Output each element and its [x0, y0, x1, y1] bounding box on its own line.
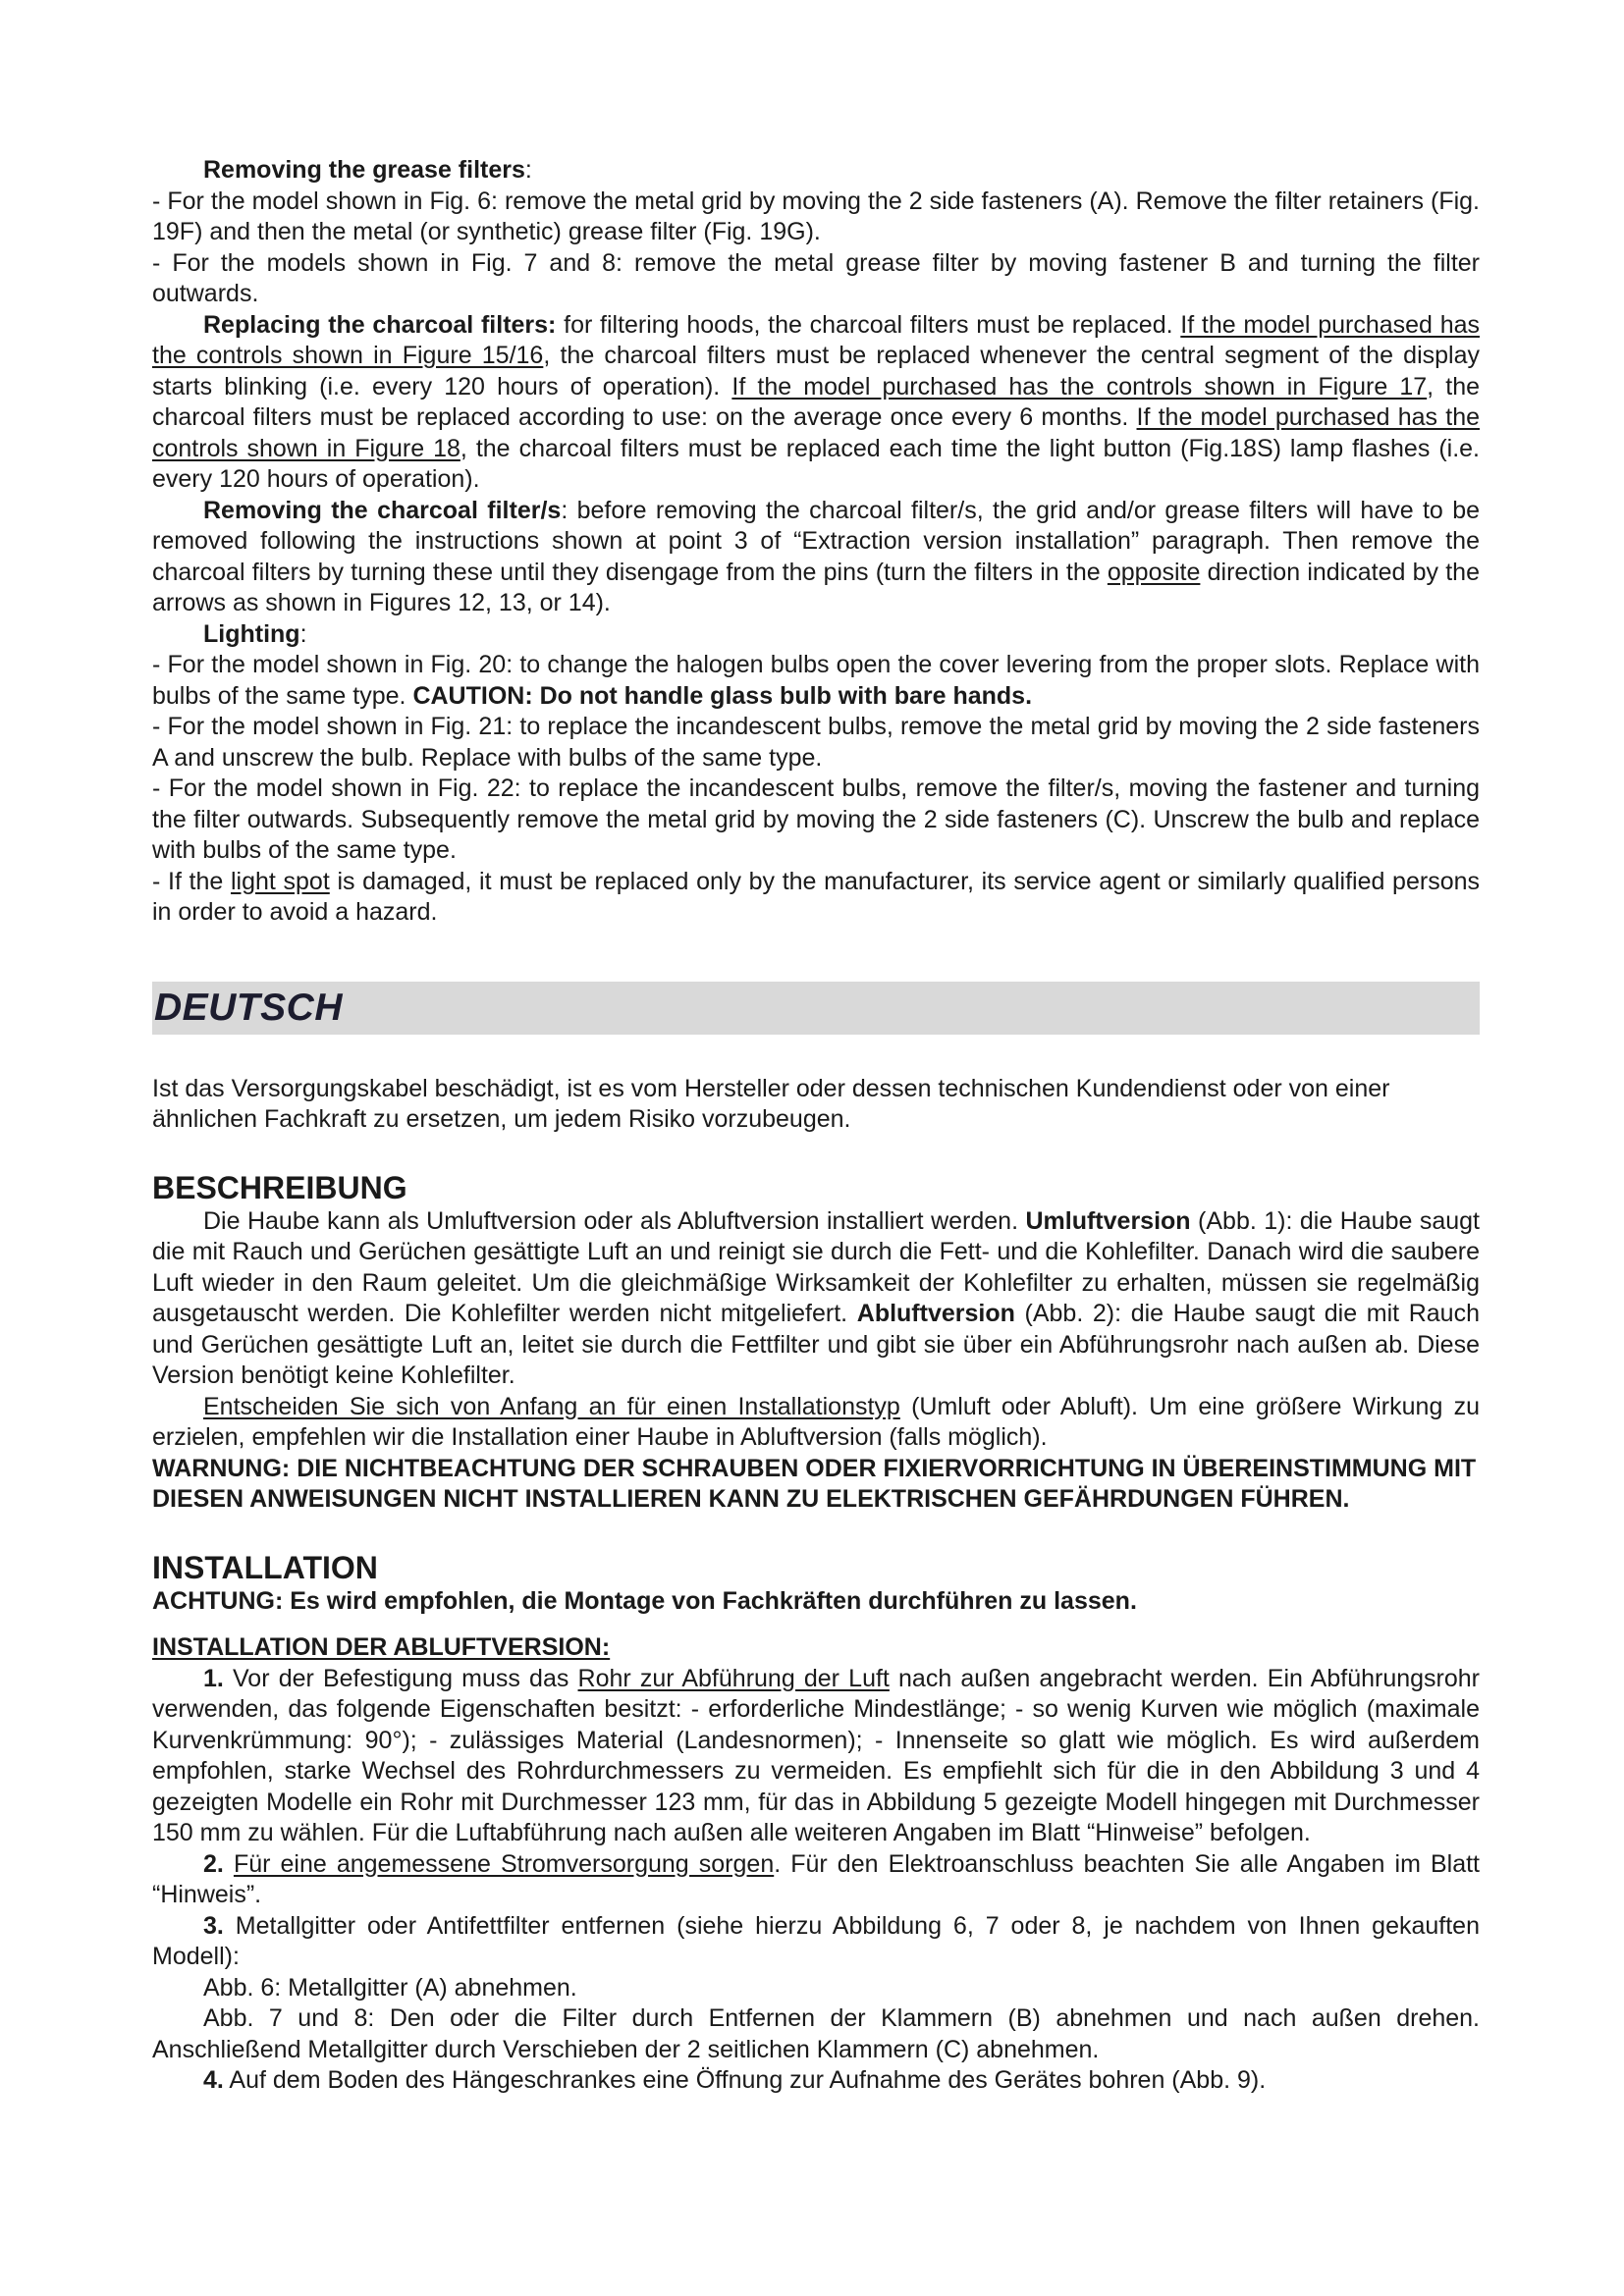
language-section-bar: [152, 982, 1480, 1035]
lighting-paragraph-1: - For the model shown in Fig. 20: to change the halogen bulbs open the cover levering from the proper slots. Replace with bulbs of the same type. CAUTION: Do not handle glass bulb with bare hands.: [152, 651, 1480, 710]
installation-step-4: 4. Auf dem Boden des Hängeschrankes eine Öffnung zur Aufnahme des Gerätes bohren (Abb. 9).: [203, 2066, 1267, 2094]
document-page: [152, 155, 1480, 2097]
installation-step-2: 2. Für eine angemessene Stromversorgung sorgen. Für den Elektroanschluss beachten Sie alle Angaben im Blatt “Hinweis”.: [152, 1849, 1480, 1908]
installation-heading: INSTALLATION: [152, 1549, 378, 1585]
deutsch-intro: Ist das Versorgungskabel beschädigt, ist es vom Hersteller oder dessen technischen Kundendienst oder von einer ähnlichen Fachkraft zu ersetzen, um jedem Risiko vorzubeugen.: [152, 1074, 1390, 1133]
grease-filters-paragraph-1: - For the model shown in Fig. 6: remove the metal grid by moving the 2 side fasteners (A). Remove the filter retainers (Fig. 19F) and then the metal (or synthetic) grease filter (Fig. 19G).: [152, 187, 1480, 245]
charcoal-remove-paragraph: Removing the charcoal filter/s: before removing the charcoal filter/s, the grid and/or grease filters will have to be removed following the instructions shown at point 3 of “Extraction version installation” paragraph. Then remove the charcoal filters by turning these until they disengage from the pins (turn the filters in the opposite direction indicated by the arrows as shown in Figures 12, 13, or 14).: [152, 496, 1481, 616]
installation-step-3-item-1: Abb. 6: Metallgitter (A) abnehmen.: [203, 1973, 577, 2002]
beschreibung-heading: BESCHREIBUNG: [152, 1169, 407, 1205]
installation-step-1: 1. Vor der Befestigung muss das Rohr zur Abführung der Luft nach außen angebracht werden. Ein Abführungsrohr verwenden, das folgende Eigenschaften besitzt: - erforderliche Mindestlänge; - so wenig Kurven wie möglich (maximale Kurvenkrümmung: 90°); - zulässiges Material (Landesnormen); - Innenseite so glatt wie möglich. Es wird außerdem empfohlen, starke Wechsel des Rohrdurchmessers zu vermeiden. Es empfiehlt sich für die in den Abbildung 3 und 4 gezeigten Modelle ein Rohr mit Durchmesser 123 mm, für das in Abbildung 5 gezeigte Modell hingegen mit Durchmesser 150 mm zu wählen. Für die Luftabführung nach außen alle weiteren Angaben im Blatt “Hinweise” befolgen.: [152, 1664, 1481, 1846]
installation-step-3: 3. Metallgitter oder Antifettfilter entfernen (siehe hierzu Abbildung 6, 7 oder 8, je nachdem von Ihnen gekauften Modell):: [152, 1911, 1480, 1970]
lighting-heading: Lighting:: [203, 619, 307, 648]
grease-filters-paragraph-2: - For the models shown in Fig. 7 and 8: remove the metal grease filter by moving fastener B and turning the filter outwards.: [152, 248, 1480, 307]
beschreibung-paragraph-2: Entscheiden Sie sich von Anfang an für einen Installationstyp (Umluft oder Abluft). Um eine größere Wirkung zu erzielen, empfehlen wir die Installation einer Haube in Abluftversion (falls möglich).: [152, 1392, 1480, 1451]
lighting-paragraph-4: - If the light spot is damaged, it must be replaced only by the manufacturer, its service agent or similarly qualified persons in order to avoid a hazard.: [152, 867, 1481, 926]
grease-filters-heading: Removing the grease filters:: [203, 156, 532, 184]
installation-subheading: INSTALLATION DER ABLUFTVERSION:: [152, 1633, 611, 1661]
charcoal-replace-paragraph: Replacing the charcoal filters: for filtering hoods, the charcoal filters must be replaced. If the model purchased has the controls shown in Figure 15/16, the charcoal filters must be replaced whenever the central segment of the display starts blinking (i.e. every 120 hours of operation). If the model purchased has the controls shown in Figure 17, the charcoal filters must be replaced according to use: on the average once every 6 months. If the model purchased has the controls shown in Figure 18, the charcoal filters must be replaced each time the light button (Fig.18S) lamp flashes (i.e. every 120 hours of operation).: [152, 310, 1481, 493]
lighting-paragraph-2: - For the model shown in Fig. 21: to replace the incandescent bulbs, remove the metal grid by moving the 2 side fasteners A and unscrew the bulb. Replace with bulbs of the same type.: [152, 713, 1480, 772]
lighting-paragraph-3: - For the model shown in Fig. 22: to replace the incandescent bulbs, remove the filter/s, moving the fastener and turning the filter outwards. Subsequently remove the metal grid by moving the 2 side fasteners (C). Unscrew the bulb and replace with bulbs of the same type.: [152, 774, 1480, 864]
warning-text: WARNUNG: DIE NICHTBEACHTUNG DER SCHRAUBEN ODER FIXIERVORRICHTUNG IN ÜBEREINSTIMMUNG MIT DIESEN ANWEISUNGEN NICHT INSTALLIEREN KANN ZU ELEKTRISCHEN GEFÄHRDUNGEN FÜHREN.: [152, 1454, 1477, 1513]
achtung-text: ACHTUNG: Es wird empfohlen, die Montage von Fachkräften durchführen zu lassen.: [152, 1586, 1137, 1615]
beschreibung-paragraph-1: Die Haube kann als Umluftversion oder als Abluftversion installiert werden. Umluftversion (Abb. 1): die Haube saugt die mit Rauch und Gerüchen gesättigte Luft an und reinigt sie durch die Fett- und die Kohlefilter. Danach wird die saubere Luft wieder in den Raum geleitet. Um die gleichmäßige Wirksamkeit der Kohlefilter zu erhalten, müssen sie regelmäßig ausgetauscht werden. Die Kohlefilter werden nicht mitgeliefert. Abluftversion (Abb. 2): die Haube saugt die mit Rauch und Gerüchen gesättigte Luft an, leitet sie durch die Fettfilter und gibt sie über ein Abführungsrohr nach außen ab. Diese Version benötigt keine Kohlefilter.: [152, 1206, 1480, 1389]
language-heading: DEUTSCH: [154, 986, 344, 1029]
installation-step-3-item-2: Abb. 7 und 8: Den oder die Filter durch Entfernen der Klammern (B) abnehmen und nach außen drehen. Anschließend Metallgitter durch Verschieben der 2 seitlichen Klammern (C) abnehmen.: [152, 2004, 1480, 2063]
